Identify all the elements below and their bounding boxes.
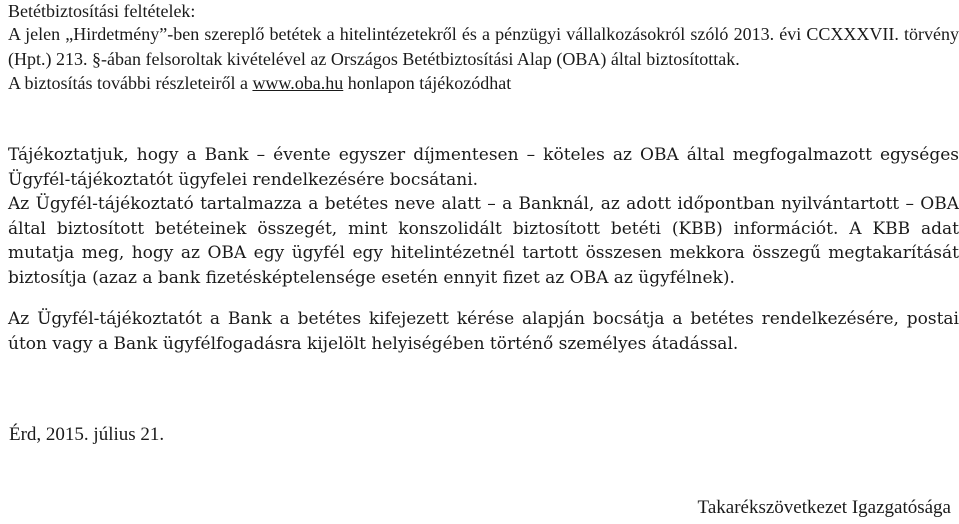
details-line [8,71,959,96]
details-prefix: A biztosítás további részleteiről a [8,73,253,93]
annual-notice-paragraph: Tájékoztatjuk, hogy a Bank – évente egyszer díjmentesen – köteles az OBA által megfogalmazott egységes Ügyfél-tájékoztatót ügyfelei rendelkezésére bocsátani. [8,145,959,190]
signature-line: Takarékszövetkezet Igazgatósága [697,497,951,518]
deposit-insurance-text: A jelen „Hirdetmény”-ben szereplő betétek a hitelintézetekről és a pénzügyi vállalkozásokról szóló 2013. évi CCXXXVII. törvény (Hpt.) 213. §-ában felsoroltak kivételével az Országos Betétbiztosítási Alap (OBA) által biztosítottak. [8,24,959,69]
document-date: Érd, 2015. július 21. [9,424,165,445]
delivery-paragraph: Az Ügyfél-tájékoztatót a Bank a betétes kifejezett kérése alapján bocsátja a betétes rendelkezésére, postai úton vagy a Bank ügyfélfogadásra kijelölt helyiségében történő személyes átadással. [8,309,959,354]
client-info-paragraph: Az Ügyfél-tájékoztató tartalmazza a betétes neve alatt – a Banknál, az adott időpontban nyilvántartott – OBA által biztosított betéteinek összegét, mint konszolidált biztosított betéti (KBB) információt. A KBB adat mutatja meg, hogy az OBA egy ügyfél egy hitelintézetnél tartott összesen mekkora összegű megtakarítását biztosítja (azaz a bank fizetésképtelensége esetén ennyit fizet az OBA az ügyfélnek). [8,194,959,288]
details-suffix: honlapon tájékozódhat [343,73,512,93]
section-heading: Betétbiztosítási feltételek: [8,1,196,21]
deposit-insurance-paragraph [8,22,959,96]
oba-website-link[interactable]: www.oba.hu [252,73,344,93]
